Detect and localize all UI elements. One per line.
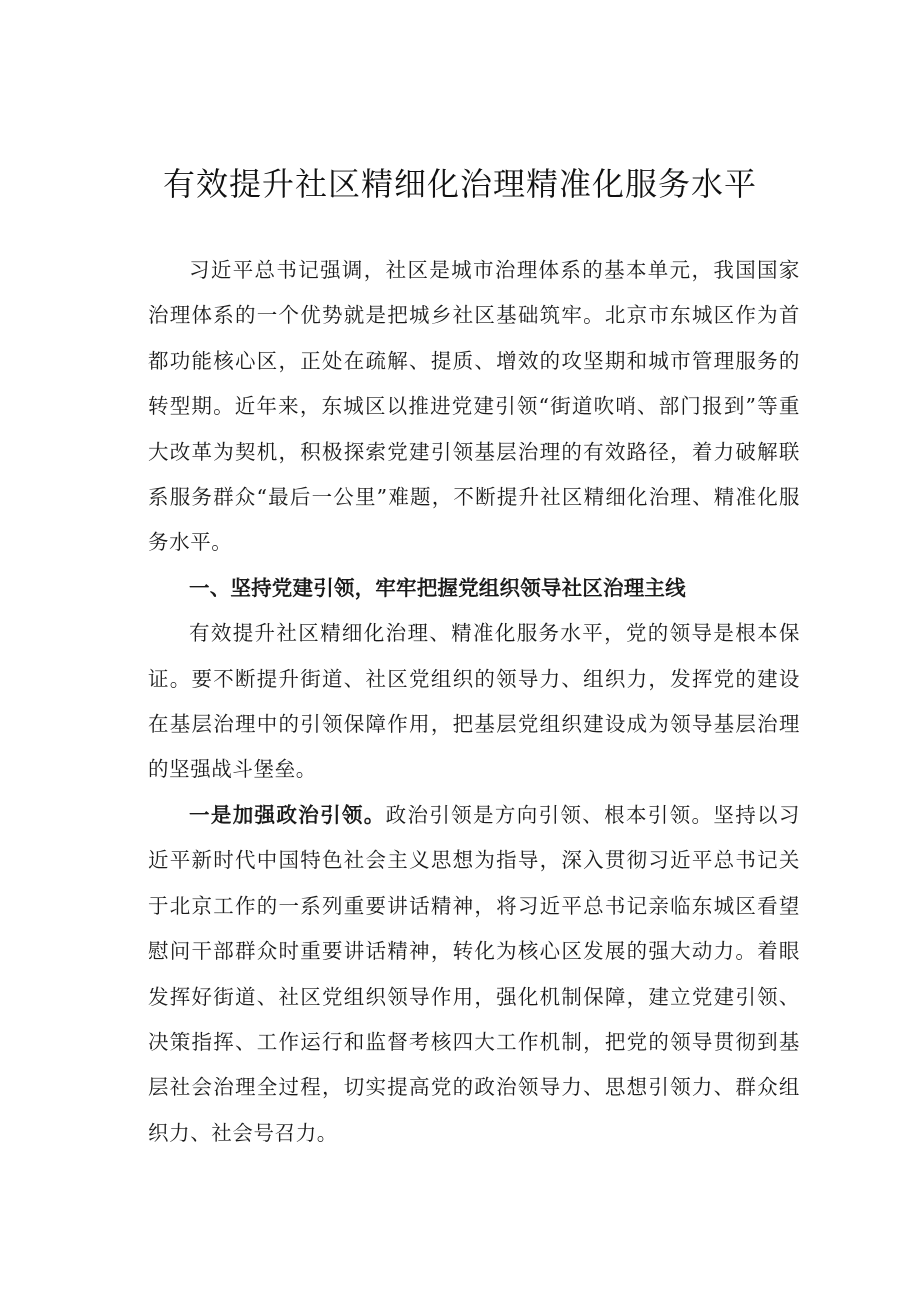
document-body (148, 248, 800, 1156)
point-lead: 一是加强政治引领。 (189, 802, 386, 827)
intro-paragraph: 习近平总书记强调，社区是城市治理体系的基本单元，我国国家治理体系的一个优势就是把城乡社区基础筑牢。北京市东城区作为首都功能核心区，正处在疏解、提质、增效的攻坚期和城市管理服务的转型期。近年来，东城区以推进党建引领“街道吹哨、部门报到”等重大改革为契机，积极探索党建引领基层治理的有效路径，着力破解联系服务群众“最后一公里”难题，不断提升社区精细化治理、精准化服务水平。 (148, 258, 800, 555)
point-body: 政治引领是方向引领、根本引领。坚持以习近平新时代中国特色社会主义思想为指导，深入贯彻习近平总书记关于北京工作的一系列重要讲话精神，将习近平总书记亲临东城区看望慰问干部群众时重要讲话精神，转化为核心区发展的强大动力。着眼发挥好街道、社区党组织领导作用，强化机制保障，建立党建引领、决策指挥、工作运行和监督考核四大工作机制，把党的领导贯彻到基层社会治理全过程，切实提高党的政治领导力、思想引领力、群众组织力、社会号召力。 (148, 802, 800, 1145)
section-heading: 一、坚持党建引领，牢牢把握党组织领导社区治理主线 (189, 575, 686, 600)
document-title: 有效提升社区精细化治理精准化服务水平 (162, 165, 757, 203)
point-paragraph (148, 793, 800, 1156)
section-paragraph: 有效提升社区精细化治理、精准化服务水平，党的领导是根本保证。要不断提升街道、社区党组织的领导力、组织力，发挥党的建设在基层治理中的引领保障作用，把基层党组织建设成为领导基层治理的坚强战斗堡垒。 (148, 621, 800, 782)
